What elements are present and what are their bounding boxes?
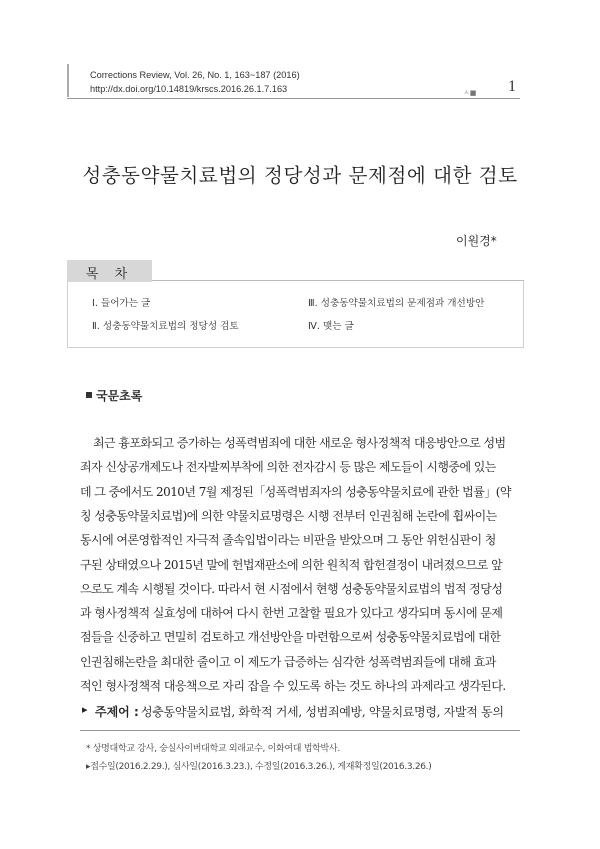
abstract-line: 칭 성충동약물치료법)에 의한 약물치료명령은 시행 전부터 인권침해 논란에 휩싸이는 <box>80 508 497 523</box>
abstract-line: 죄자 신상공개제도나 전자발찌부착에 의한 전자감시 등 많은 제도들이 시행중에 있는 <box>80 460 496 475</box>
abstract-heading: 국문초록 <box>96 389 143 403</box>
keywords-label: 주제어 : <box>95 705 139 719</box>
header-rule <box>67 98 520 99</box>
footnote-rule <box>80 730 520 731</box>
abstract-line: 점들을 신중하고 면밀히 검토하고 개선방안을 마련함으로써 성충동약물치료법에 대한 <box>80 630 501 645</box>
page-number: 1 <box>508 78 516 95</box>
square-bullet-icon <box>86 392 92 398</box>
author-name: 이원경* <box>456 234 497 248</box>
footnote-affiliation: * 상명대학교 강사, 숭실사이버대학교 외래교수, 이화여대 법학박사. <box>86 744 340 754</box>
abstract-line: 인권침해논란을 최대한 줄이고 이 제도가 급증하는 심각한 성폭력범죄들에 대해 효과 <box>80 654 496 669</box>
abstract-line: 으로도 계속 시행될 것이다. 따라서 현 시점에서 현행 성충동약물치료법의 법적 정당성 <box>80 581 503 596</box>
footnote-dates: ▸접수일(2016.2.29.), 심사일(2016.3.23.), 수정일(2016.3.26.), 게재확정일(2016.3.26.) <box>86 762 432 772</box>
doi-link[interactable]: http://dx.doi.org/10.14819/krscs.2016.26.1.7.163 <box>90 84 288 94</box>
keywords-list: 성충동약물치료법, 화학적 거세, 성범죄예방, 약물치료명령, 자발적 동의 <box>141 705 504 719</box>
toc-item-problems[interactable]: Ⅲ. 성충동약물치료법의 문제점과 개선방안 <box>308 298 485 309</box>
abstract-line: 최근 흉포화되고 증가하는 성폭력범죄에 대한 새로운 형사정책적 대응방안으로 성범 <box>93 436 506 450</box>
keyword-marker-icon: ▸ <box>82 703 88 716</box>
abstract-line: 구된 상태였으나 2015년 말에 헌법재판소에 의한 원칙적 합헌결정이 내려졌으므로 앞 <box>80 557 503 572</box>
toc-label: 목 차 <box>85 267 134 282</box>
toc-box <box>67 281 524 348</box>
paper-title: 성충동약물치료법의 정당성과 문제점에 대한 검토 <box>82 164 518 187</box>
toc-item-conclusion[interactable]: Ⅳ. 맺는 글 <box>308 321 354 332</box>
header-margin-mark <box>67 64 69 97</box>
journal-citation: Corrections Review, Vol. 26, No. 1, 163~187 (2016) <box>90 70 300 80</box>
abstract-line: 적인 형사정책적 대응책으로 자리 잡을 수 있도록 하는 것도 하나의 과제라고 생각된다. <box>80 679 506 693</box>
toc-item-legitimacy[interactable]: Ⅱ. 성충동약물치료법의 정당성 검토 <box>92 321 239 332</box>
abstract-line: 데 그 중에서도 2010년 7월 제정된「성폭력범죄자의 성충동약물치료에 관한 법률」(약 <box>80 484 511 499</box>
page-mark: ㅅ■ <box>463 89 477 97</box>
abstract-line: 과 형사정책적 실효성에 대하여 다시 한번 고찰할 필요가 있다고 생각되며 동시에 문제 <box>80 606 503 621</box>
abstract-line: 동시에 여론영합적인 자극적 졸속입법이라는 비판을 받았으며 그 동안 위헌심판이 청 <box>80 533 496 548</box>
toc-item-introduction[interactable]: Ⅰ. 들어가는 글 <box>92 298 151 309</box>
